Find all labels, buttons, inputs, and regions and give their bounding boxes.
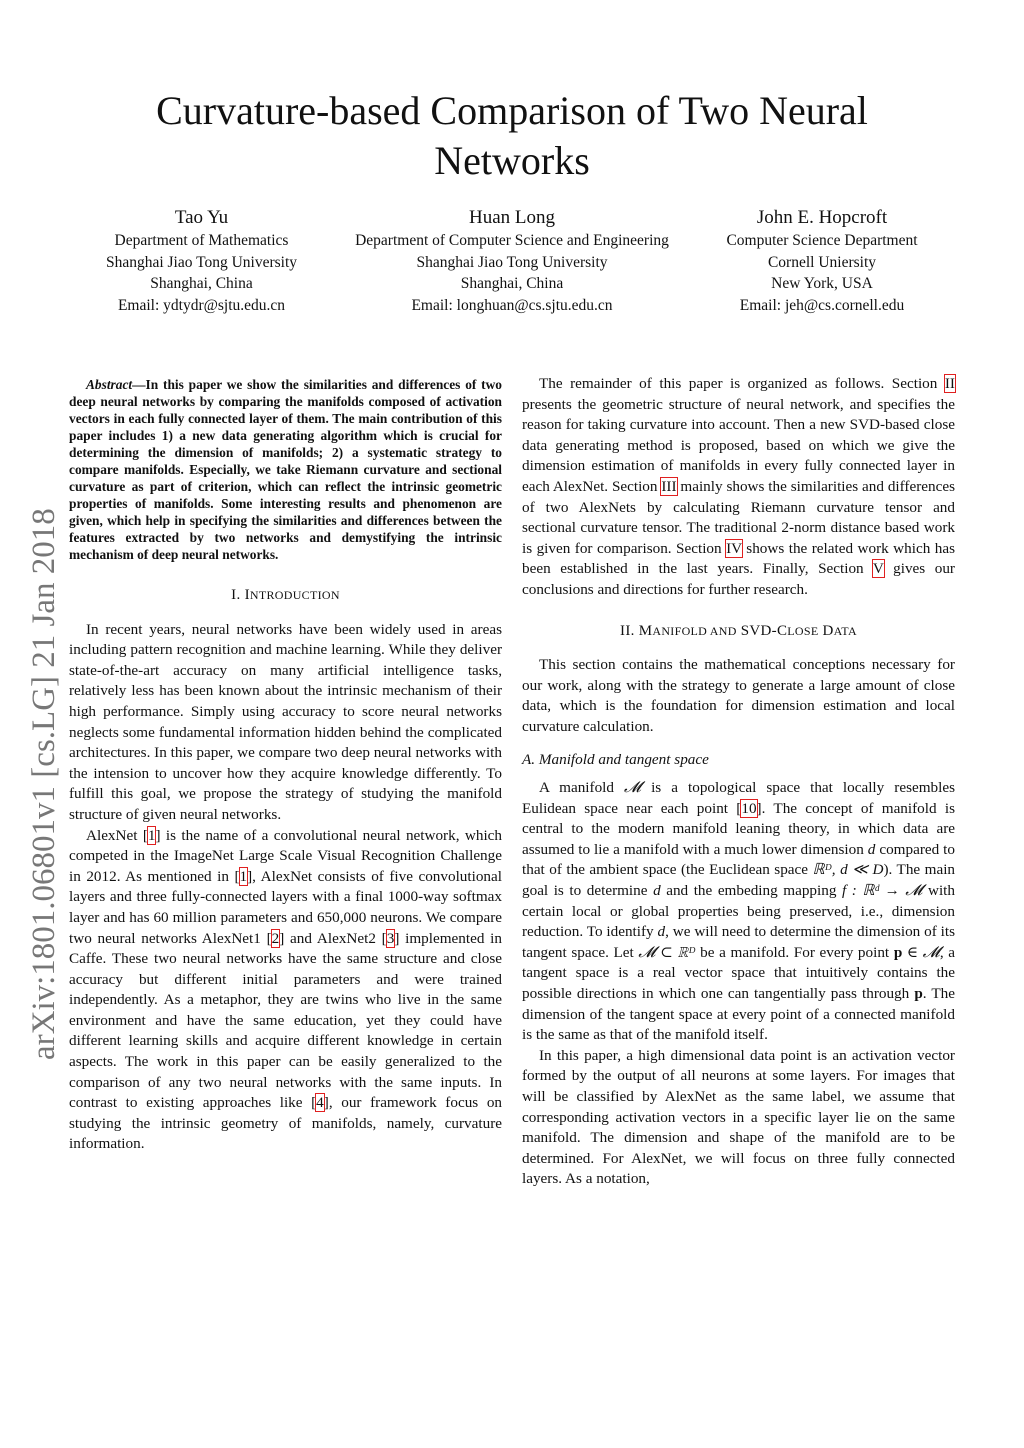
abstract-text: —In this paper we show the similarities and differences of two deep neural networks by comparing the manifolds composed of activation vectors in each fully connected layer of them. The main contribution of this paper includes 1) a new data generating algorithm which is crucial for determining the dimension of manifolds; 2) a systematic strategy to compare manifolds. Especially, we take Riemann curvature and sectional curvature as part of criterion, which can reflect the intrinsic geometric properties of manifolds. Some interesting results and phenomenon are given, which help in specifying the similarities and differences between the features extracted by two networks and demystifying the intrinsic mechanism of deep neural networks. bbox=[69, 377, 502, 562]
author-department: Computer Science Department bbox=[726, 232, 918, 249]
section-link[interactable]: III bbox=[661, 477, 677, 495]
manifold-paragraph-2: In this paper, a high dimensional data point is an activation vector formed by the output of all neurons at some layers. For images that will be classified by AlexNet as the same label, we assume that corresponding activation vectors in a specific layer lie on the same manifold. The dimension and shape of the manifold are to be determined. For AlexNet, we will focus on three fully connected layers. As a notation, bbox=[522, 1046, 955, 1188]
author-location: New York, USA bbox=[771, 275, 873, 292]
section2-intro-paragraph: This section contains the mathematical conceptions necessary for our work, along with the strategy to generate a large amount of close data, which is the foundation for dimension estimation and local curvature calculation. bbox=[522, 656, 955, 735]
author-email[interactable]: Email: longhuan@cs.sjtu.edu.cn bbox=[411, 296, 613, 314]
author-institution: Shanghai Jiao Tong University bbox=[416, 253, 608, 271]
author-name: John E. Hopcroft bbox=[756, 207, 888, 228]
author-name: Huan Long bbox=[468, 207, 555, 228]
section-title-rest: NTRODUCTION bbox=[249, 588, 340, 602]
section-link[interactable]: II bbox=[944, 375, 955, 392]
section-link[interactable]: IV bbox=[726, 539, 742, 557]
author-location: Shanghai, China bbox=[460, 275, 564, 292]
arxiv-identifier: arXiv:1801.06801v1 [cs.LG] 21 Jan 2018 bbox=[26, 508, 62, 1060]
citation-link[interactable]: 1 bbox=[239, 867, 248, 885]
author-department: Department of Computer Science and Engineering bbox=[355, 232, 669, 249]
right-column bbox=[522, 374, 955, 1190]
section-heading-introduction bbox=[69, 585, 502, 606]
citation-link[interactable]: 4 bbox=[316, 1094, 324, 1112]
citation-link[interactable]: 3 bbox=[386, 929, 395, 947]
author-email[interactable]: Email: jeh@cs.cornell.edu bbox=[739, 296, 905, 314]
section-initial: I bbox=[244, 587, 250, 603]
left-column bbox=[69, 376, 502, 1155]
author-institution: Cornell Uniersity bbox=[767, 253, 877, 271]
author-block-1 bbox=[69, 206, 334, 316]
author-department: Department of Mathematics bbox=[114, 232, 289, 249]
outline-paragraph: The remainder of this paper is organized as follows. Section II presents the geometric structure of neural network, and specifies the reason for taking curvature into account. Then a new SVD-based close data generating method is proposed, based on which we give the dimension estimation of manifolds in every fully connected layer in each AlexNet. Section III mainly shows the similarities and differences of two AlexNets by calculating Riemann curvature tensor and sectional curvature tensor. The traditional 2-norm distance based work is given for comparison. Section IV shows the related work which has been established in the last years. Finally, Section V gives our conclusions and directions for further research. bbox=[522, 375, 956, 598]
citation-link[interactable]: 1 bbox=[147, 826, 156, 844]
author-institution: Shanghai Jiao Tong University bbox=[105, 253, 298, 271]
abstract bbox=[69, 376, 502, 563]
paper-title: Curvature-based Comparison of Two Neural Networks bbox=[156, 88, 868, 183]
author-email[interactable]: Email: ydtydr@sjtu.edu.cn bbox=[117, 296, 286, 314]
intro-paragraph-2: AlexNet [1] is the name of a convolutional neural network, which competed in the ImageNet Large Scale Visual Recognition Challenge in 2012. As mentioned in [1], AlexNet consists of five convolutional layers and three fully-connected layers with a final 1000-way softmax layer and has 60 million parameters and 650,000 neurons. We compare two neural networks AlexNet1 [2] and AlexNet2 [3] implemented in Caffe. These two neural networks have the same structure and close accuracy but different initial parameters and were trained independently. As a metaphor, they are twins who live in the same environment and have the same education, yet they could have different learning skills and acquire different knowledge in certain aspects. The work in this paper can be easily generalized to the comparison of any two neural networks with the same inputs. In contrast to existing approaches like [4], our framework focus on studying the intrinsic geometry of manifolds, namely, curvature information. bbox=[69, 826, 503, 1153]
subsection-heading-a: A. Manifold and tangent space bbox=[522, 750, 709, 768]
citation-link[interactable]: 2 bbox=[271, 929, 280, 947]
section-link[interactable]: V bbox=[872, 560, 884, 578]
section-number: I. bbox=[231, 587, 241, 603]
citation-link[interactable]: 10 bbox=[741, 799, 757, 817]
author-name: Tao Yu bbox=[174, 207, 229, 228]
author-block-2 bbox=[326, 206, 698, 316]
author-location: Shanghai, China bbox=[150, 275, 253, 292]
section-heading-manifold: II. MANIFOLD AND SVD-CLOSE DATA bbox=[620, 622, 857, 639]
author-block-3 bbox=[700, 206, 944, 316]
manifold-paragraph-1: A manifold 𝓜 is a topological space that locally resembles Eulidean space near each point [10]. The concept of manifold is central to the modern manifold leaning theory, in which data are assumed to lie a manifold with a much lower dimension d compared to that of the ambient space (the Euclidean space ℝᴰ, d ≪ D). The main goal is to determine d and the embeding mapping f : ℝᵈ → 𝓜 with certain local or global properties being preserved, i.e., dimension reduction. To identify d, we will need to determine the dimension of its tangent space. Let 𝓜 ⊂ ℝᴰ be a manifold. For every point p ∈ 𝓜, a tangent space is a real vector space that intuitively contains the possible directions in which one can tangentially pass through p. The dimension of the tangent space at every point of a connected manifold is the same as that of the manifold itself. bbox=[522, 779, 956, 1044]
abstract-label: Abstract bbox=[86, 377, 133, 392]
intro-paragraph-1: In recent years, neural networks have been widely used in areas including pattern recognition and machine learning. While they deliver state-of-the-art accuracy on many artificial intelligence tasks, relatively less has been known about the intrinsic mechanism of their high performance. Simply using accuracy to score neural networks neglects some fundamental information hidden behind the complicated architectures. In this paper, we compare two deep neural networks with the intension to uncover how they acquire knowledge differently. To fulfill this goal, we propose the strategy of studying the manifold structure of given neural networks. bbox=[69, 620, 502, 823]
